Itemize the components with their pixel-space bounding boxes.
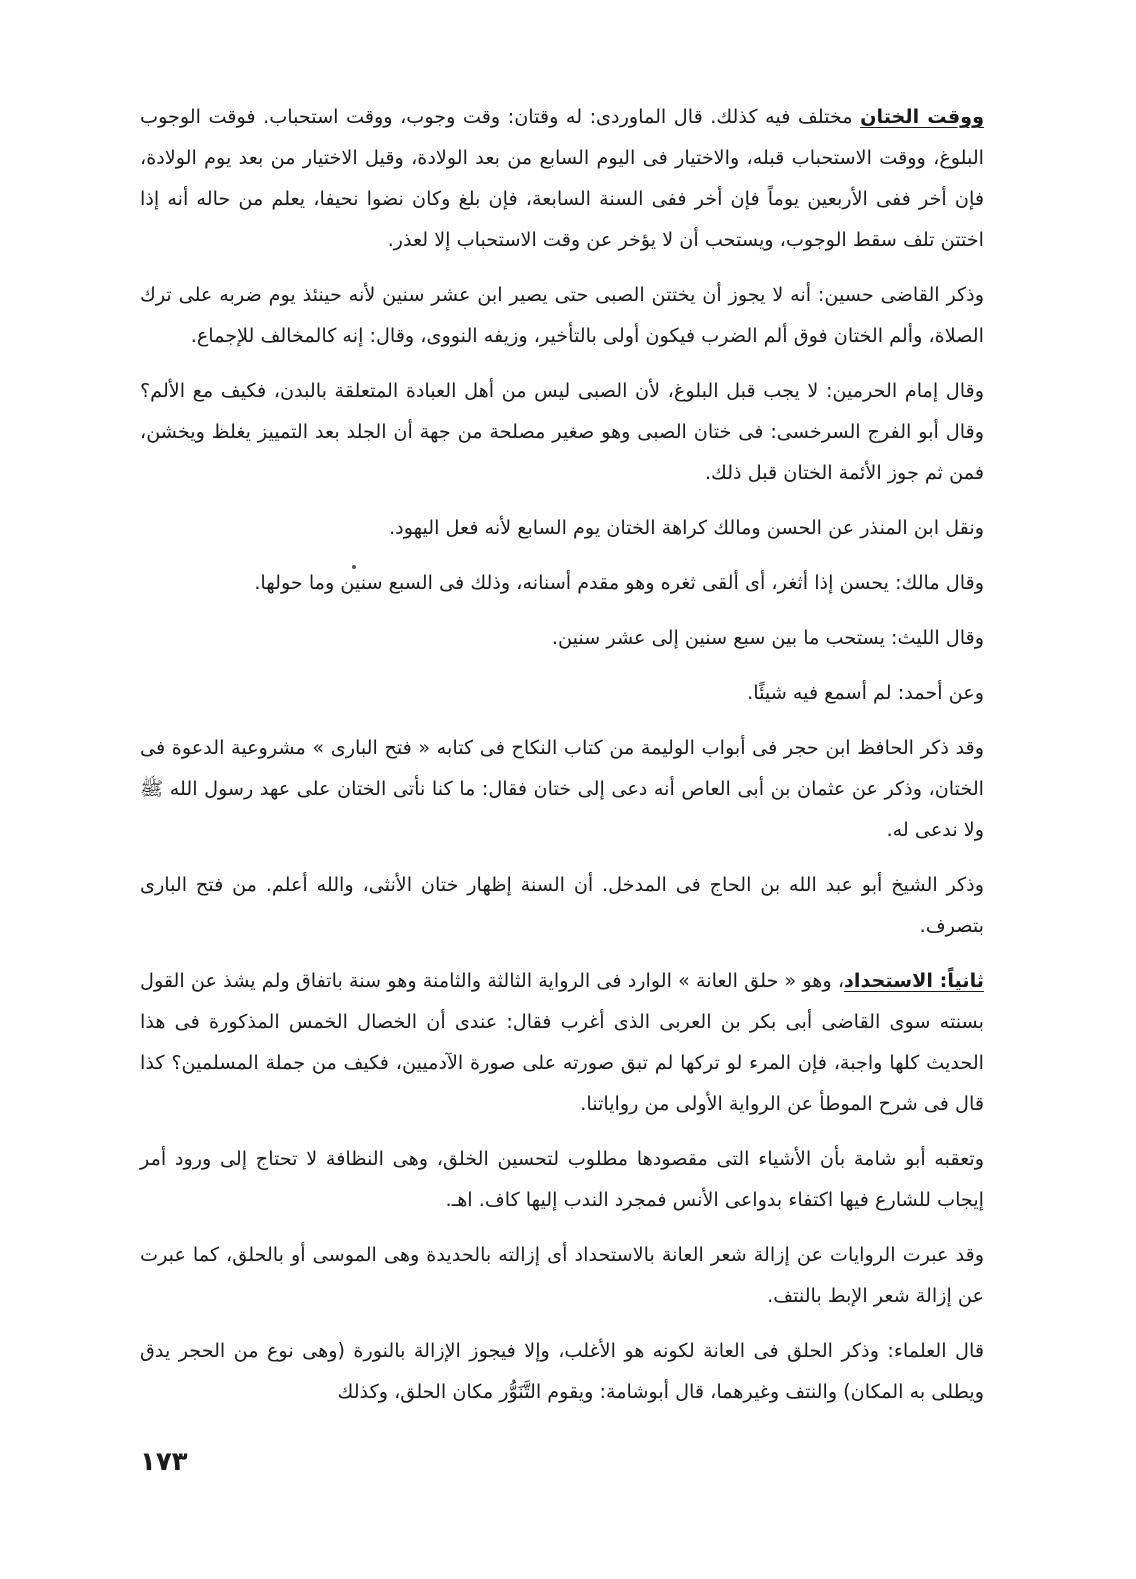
paragraph-3-text: وقال إمام الحرمين: لا يجب قبل البلوغ، لأن الصبى ليس من أهل العبادة المتعلقة بالبدن، فكيف مع الألم؟ وقال أبو الفرج السرخسى: فى ختان الصبى وهو صغير مصلحة من جهة أن الجلد بعد التمييز يغلظ ويخشن، فمن ثم جوز الأئمة الختان قبل ذلك.: [140, 379, 984, 484]
paragraph-5: [140, 562, 984, 603]
paragraph-12: [140, 1234, 984, 1316]
paragraph-10-heading: ثانياً: الاستحداد: [844, 969, 985, 992]
page-number: ١٧٣: [140, 1447, 188, 1477]
paragraph-2-text: وذكر القاضى حسين: أنه لا يجوز أن يختتن الصبى حتى يصير ابن عشر سنين لأنه حينئذ يوم ضربه على ترك الصلاة، وألم الختان فوق ألم الضرب فيكون أولى بالتأخير، وزيفه النووى، وقال: إنه كالمخالف للإجماع.: [140, 283, 984, 347]
paragraph-13: [140, 1330, 984, 1412]
paragraph-12-text: وقد عبرت الروايات عن إزالة شعر العانة بالاستحداد أى إزالته بالحديدة وهى الموسى أو بالحلق، كما عبرت عن إزالة شعر الإبط بالنتف.: [140, 1243, 984, 1307]
paragraph-5-text: وقال مالك: يحسن إذا أثغر، أى ألقى ثغره وهو مقدم أسنانه، وذلك فى السبع سنين وما حولها.: [254, 571, 984, 594]
paragraph-4-text: ونقل ابن المنذر عن الحسن ومالك كراهة الختان يوم السابع لأنه فعل اليهود.: [389, 516, 984, 539]
paragraph-9: [140, 864, 984, 946]
paragraph-6: [140, 617, 984, 658]
paragraph-6-text: وقال الليث: يستحب ما بين سبع سنين إلى عشر سنين.: [551, 626, 984, 649]
paragraph-1-text: مختلف فيه كذلك. قال الماوردى: له وقتان: وقت وجوب، ووقت استحباب. فوقت الوجوب البلوغ، ووقت الاستحباب قبله، والاختيار فى اليوم السابع من بعد الولادة، وقيل الاختيار من بعد يوم الولادة، فإن أخر ففى الأربعين يوماً فإن أخر ففى السنة السابعة، فإن بلغ وكان نضوا نحيفا، يعلم من حاله أنه إذا اختتن تلف سقط الوجوب، ويستحب أن لا يؤخر عن وقت الاستحباب إلا لعذر.: [140, 105, 984, 251]
paragraph-3: [140, 370, 984, 493]
paragraph-7-text: وعن أحمد: لم أسمع فيه شيئًا.: [747, 681, 984, 704]
paragraph-13-text: قال العلماء: وذكر الحلق فى العانة لكونه هو الأغلب، وإلا فيجوز الإزالة بالنورة (وهى نوع من الحجر يدق ويطلى به المكان) والنتف وغيرهما، قال أبوشامة: ويقوم التَّنَوُّر مكان الحلق، وكذلك: [140, 1339, 984, 1403]
paragraph-8: [140, 727, 984, 850]
document-page: [140, 96, 984, 1499]
paragraph-7: [140, 672, 984, 713]
paragraph-10-text: ، وهو « حلق العانة » الوارد فى الرواية الثالثة والثامنة وهو سنة باتفاق ولم يشذ عن القول بسنته سوى القاضى أبى بكر بن العربى الذى أغرب فقال: عندى أن الخصال الخمس المذكورة فى هذا الحديث كلها واجبة، فإن المرء لو تركها لم تبق صورته على صورة الآدميين، فكيف من جملة المسلمين؟ كذا قال فى شرح الموطأ عن الرواية الأولى من رواياتنا.: [140, 969, 984, 1115]
paragraph-9-text: وذكر الشيخ أبو عبد الله بن الحاج فى المدخل. أن السنة إظهار ختان الأنثى، والله أعلم. من فتح البارى بتصرف.: [140, 873, 984, 937]
paragraph-8-text: وقد ذكر الحافظ ابن حجر فى أبواب الوليمة من كتاب النكاح فى كتابه « فتح البارى » مشروعية الدعوة فى الختان، وذكر عن عثمان بن أبى العاص أنه دعى إلى ختان فقال: ما كنا نأتى الختان على عهد رسول الله ﷺ ولا ندعى له.: [140, 736, 984, 841]
ink-speck: [352, 565, 356, 569]
paragraph-1: [140, 96, 984, 260]
paragraph-1-heading: ووقت الختان: [860, 105, 984, 128]
paragraph-2: [140, 274, 984, 356]
paragraph-4: [140, 507, 984, 548]
paragraph-10: [140, 960, 984, 1124]
paragraph-11-text: وتعقبه أبو شامة بأن الأشياء التى مقصودها مطلوب لتحسين الخلق، وهى النظافة لا تحتاج إلى ورود أمر إيجاب للشارع فيها اكتفاء بدواعى الأنس فمجرد الندب إليها كاف. اهـ.: [140, 1147, 984, 1211]
paragraph-11: [140, 1138, 984, 1220]
